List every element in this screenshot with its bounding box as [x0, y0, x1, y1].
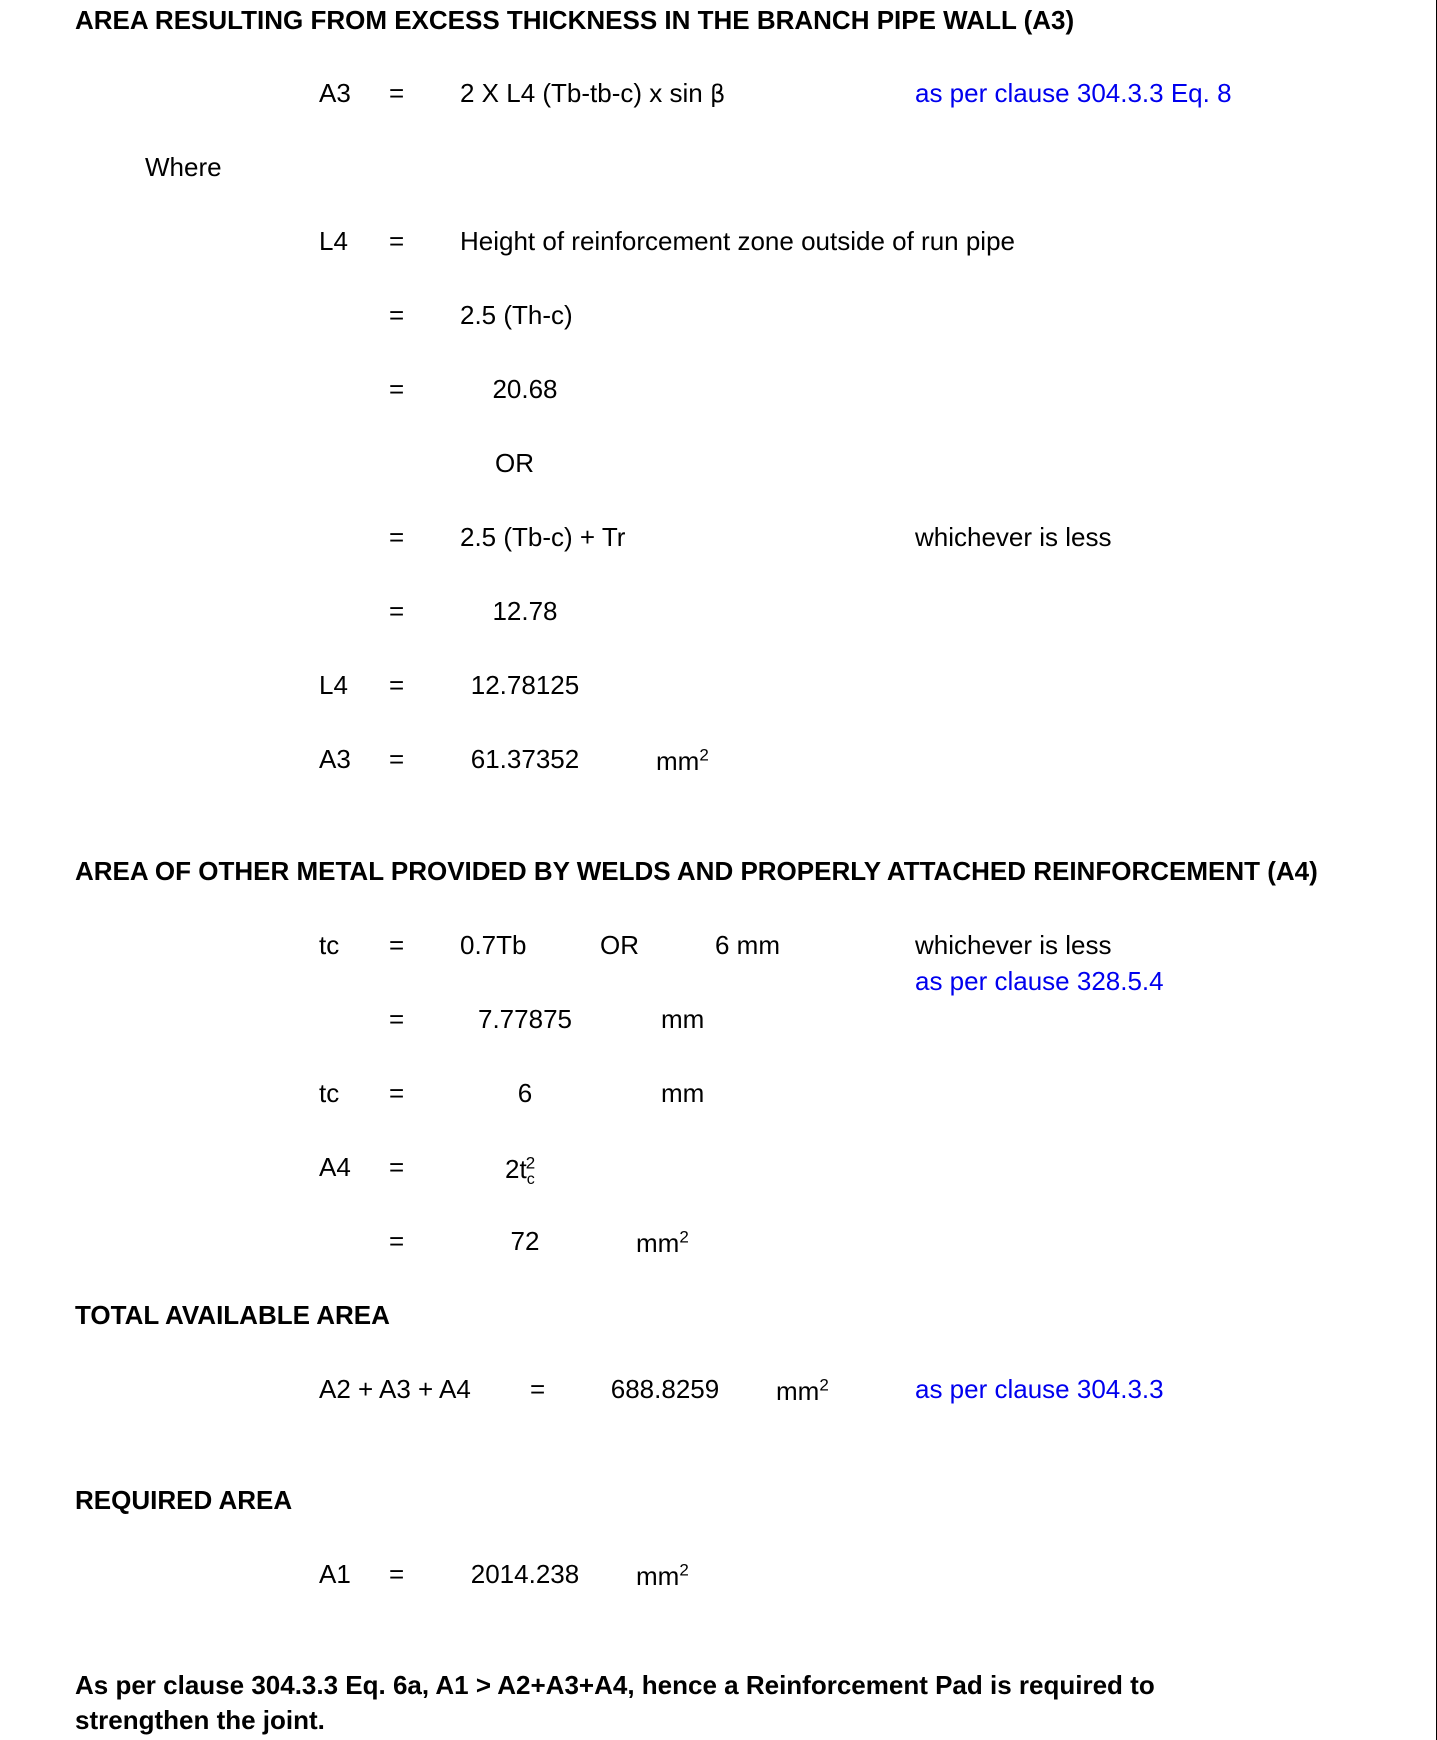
or-label: OR	[600, 930, 639, 960]
unit-text: mm	[636, 1228, 680, 1258]
total-label: A2 + A3 + A4	[319, 1374, 471, 1404]
l4-label: L4	[319, 226, 348, 256]
a4-formula-base: 2t	[505, 1154, 527, 1184]
l4-result: 12.78125	[470, 670, 580, 700]
equals-sign: =	[389, 744, 405, 774]
beta-symbol: β	[709, 80, 726, 108]
equals-sign: =	[389, 670, 405, 700]
unit-superscript: 2	[819, 1375, 829, 1395]
a4-formula	[505, 1153, 536, 1189]
heading-required-area: REQUIRED AREA	[75, 1485, 293, 1515]
a4-formula-superscript: 2	[525, 1153, 536, 1173]
unit-text: mm	[656, 746, 700, 776]
or-label: OR	[495, 448, 534, 478]
tc-option-1: 0.7Tb	[460, 930, 527, 960]
heading-total-area: TOTAL AVAILABLE AREA	[75, 1300, 390, 1330]
equals-sign: =	[389, 1004, 405, 1034]
tc-result: 6	[517, 1078, 533, 1108]
equals-sign: =	[389, 226, 405, 256]
whichever-note: whichever is less	[915, 522, 1112, 552]
equals-sign: =	[389, 374, 405, 404]
clause-ref-328: as per clause 328.5.4	[915, 966, 1164, 996]
unit-mm2	[636, 1228, 689, 1258]
unit-text: mm	[636, 1561, 680, 1591]
a4-result: 72	[510, 1226, 540, 1256]
unit-mm2	[636, 1561, 689, 1591]
heading-a4: AREA OF OTHER METAL PROVIDED BY WELDS AND PROPERLY ATTACHED REINFORCEMENT (A4)	[75, 856, 1318, 886]
tc-label: tc	[319, 1078, 340, 1108]
whichever-note: whichever is less	[915, 930, 1112, 960]
clause-ref-eq8: as per clause 304.3.3 Eq. 8	[915, 78, 1232, 108]
unit-mm2	[776, 1376, 829, 1406]
equals-sign: =	[389, 1152, 405, 1182]
l4-value-2: 12.78	[492, 596, 558, 626]
l4-value-1: 20.68	[492, 374, 558, 404]
equals-sign: =	[389, 930, 405, 960]
a3-formula	[460, 78, 725, 109]
unit-mm: mm	[661, 1004, 705, 1034]
a3-label: A3	[319, 744, 351, 774]
equals-sign: =	[530, 1374, 546, 1404]
conclusion-line-2: strengthen the joint.	[75, 1705, 325, 1735]
l4-formula-2: 2.5 (Tb-c) + Tr	[460, 522, 626, 552]
a4-label: A4	[319, 1152, 351, 1182]
a1-value: 2014.238	[470, 1559, 580, 1589]
unit-superscript: 2	[679, 1560, 689, 1580]
equals-sign: =	[389, 78, 405, 108]
equals-sign: =	[389, 1559, 405, 1589]
unit-superscript: 2	[699, 745, 709, 765]
tc-value-1: 7.77875	[478, 1004, 572, 1034]
clause-ref-304: as per clause 304.3.3	[915, 1374, 1164, 1404]
equals-sign: =	[389, 1226, 405, 1256]
a1-label: A1	[319, 1559, 351, 1589]
a3-formula-text: 2 X L4 (Tb-tb-c) x sin	[460, 78, 710, 108]
conclusion-line-1: As per clause 304.3.3 Eq. 6a, A1 > A2+A3+A4, hence a Reinforcement Pad is required to	[75, 1670, 1155, 1700]
total-value: 688.8259	[610, 1374, 720, 1404]
unit-mm2	[656, 746, 709, 776]
l4-formula-1: 2.5 (Th-c)	[460, 300, 573, 330]
heading-a3: AREA RESULTING FROM EXCESS THICKNESS IN THE BRANCH PIPE WALL (A3)	[75, 5, 1075, 35]
l4-definition: Height of reinforcement zone outside of run pipe	[460, 226, 1016, 256]
equals-sign: =	[389, 522, 405, 552]
where-label: Where	[145, 152, 222, 182]
unit-mm: mm	[661, 1078, 705, 1108]
a4-formula-subscript: c	[526, 1171, 535, 1189]
unit-text: mm	[776, 1376, 820, 1406]
unit-superscript: 2	[679, 1227, 689, 1247]
a3-result: 61.37352	[470, 744, 580, 774]
tc-label: tc	[319, 930, 340, 960]
a3-label: A3	[319, 78, 351, 108]
l4-label: L4	[319, 670, 348, 700]
equals-sign: =	[389, 596, 405, 626]
tc-option-2: 6 mm	[715, 930, 780, 960]
equals-sign: =	[389, 1078, 405, 1108]
equals-sign: =	[389, 300, 405, 330]
